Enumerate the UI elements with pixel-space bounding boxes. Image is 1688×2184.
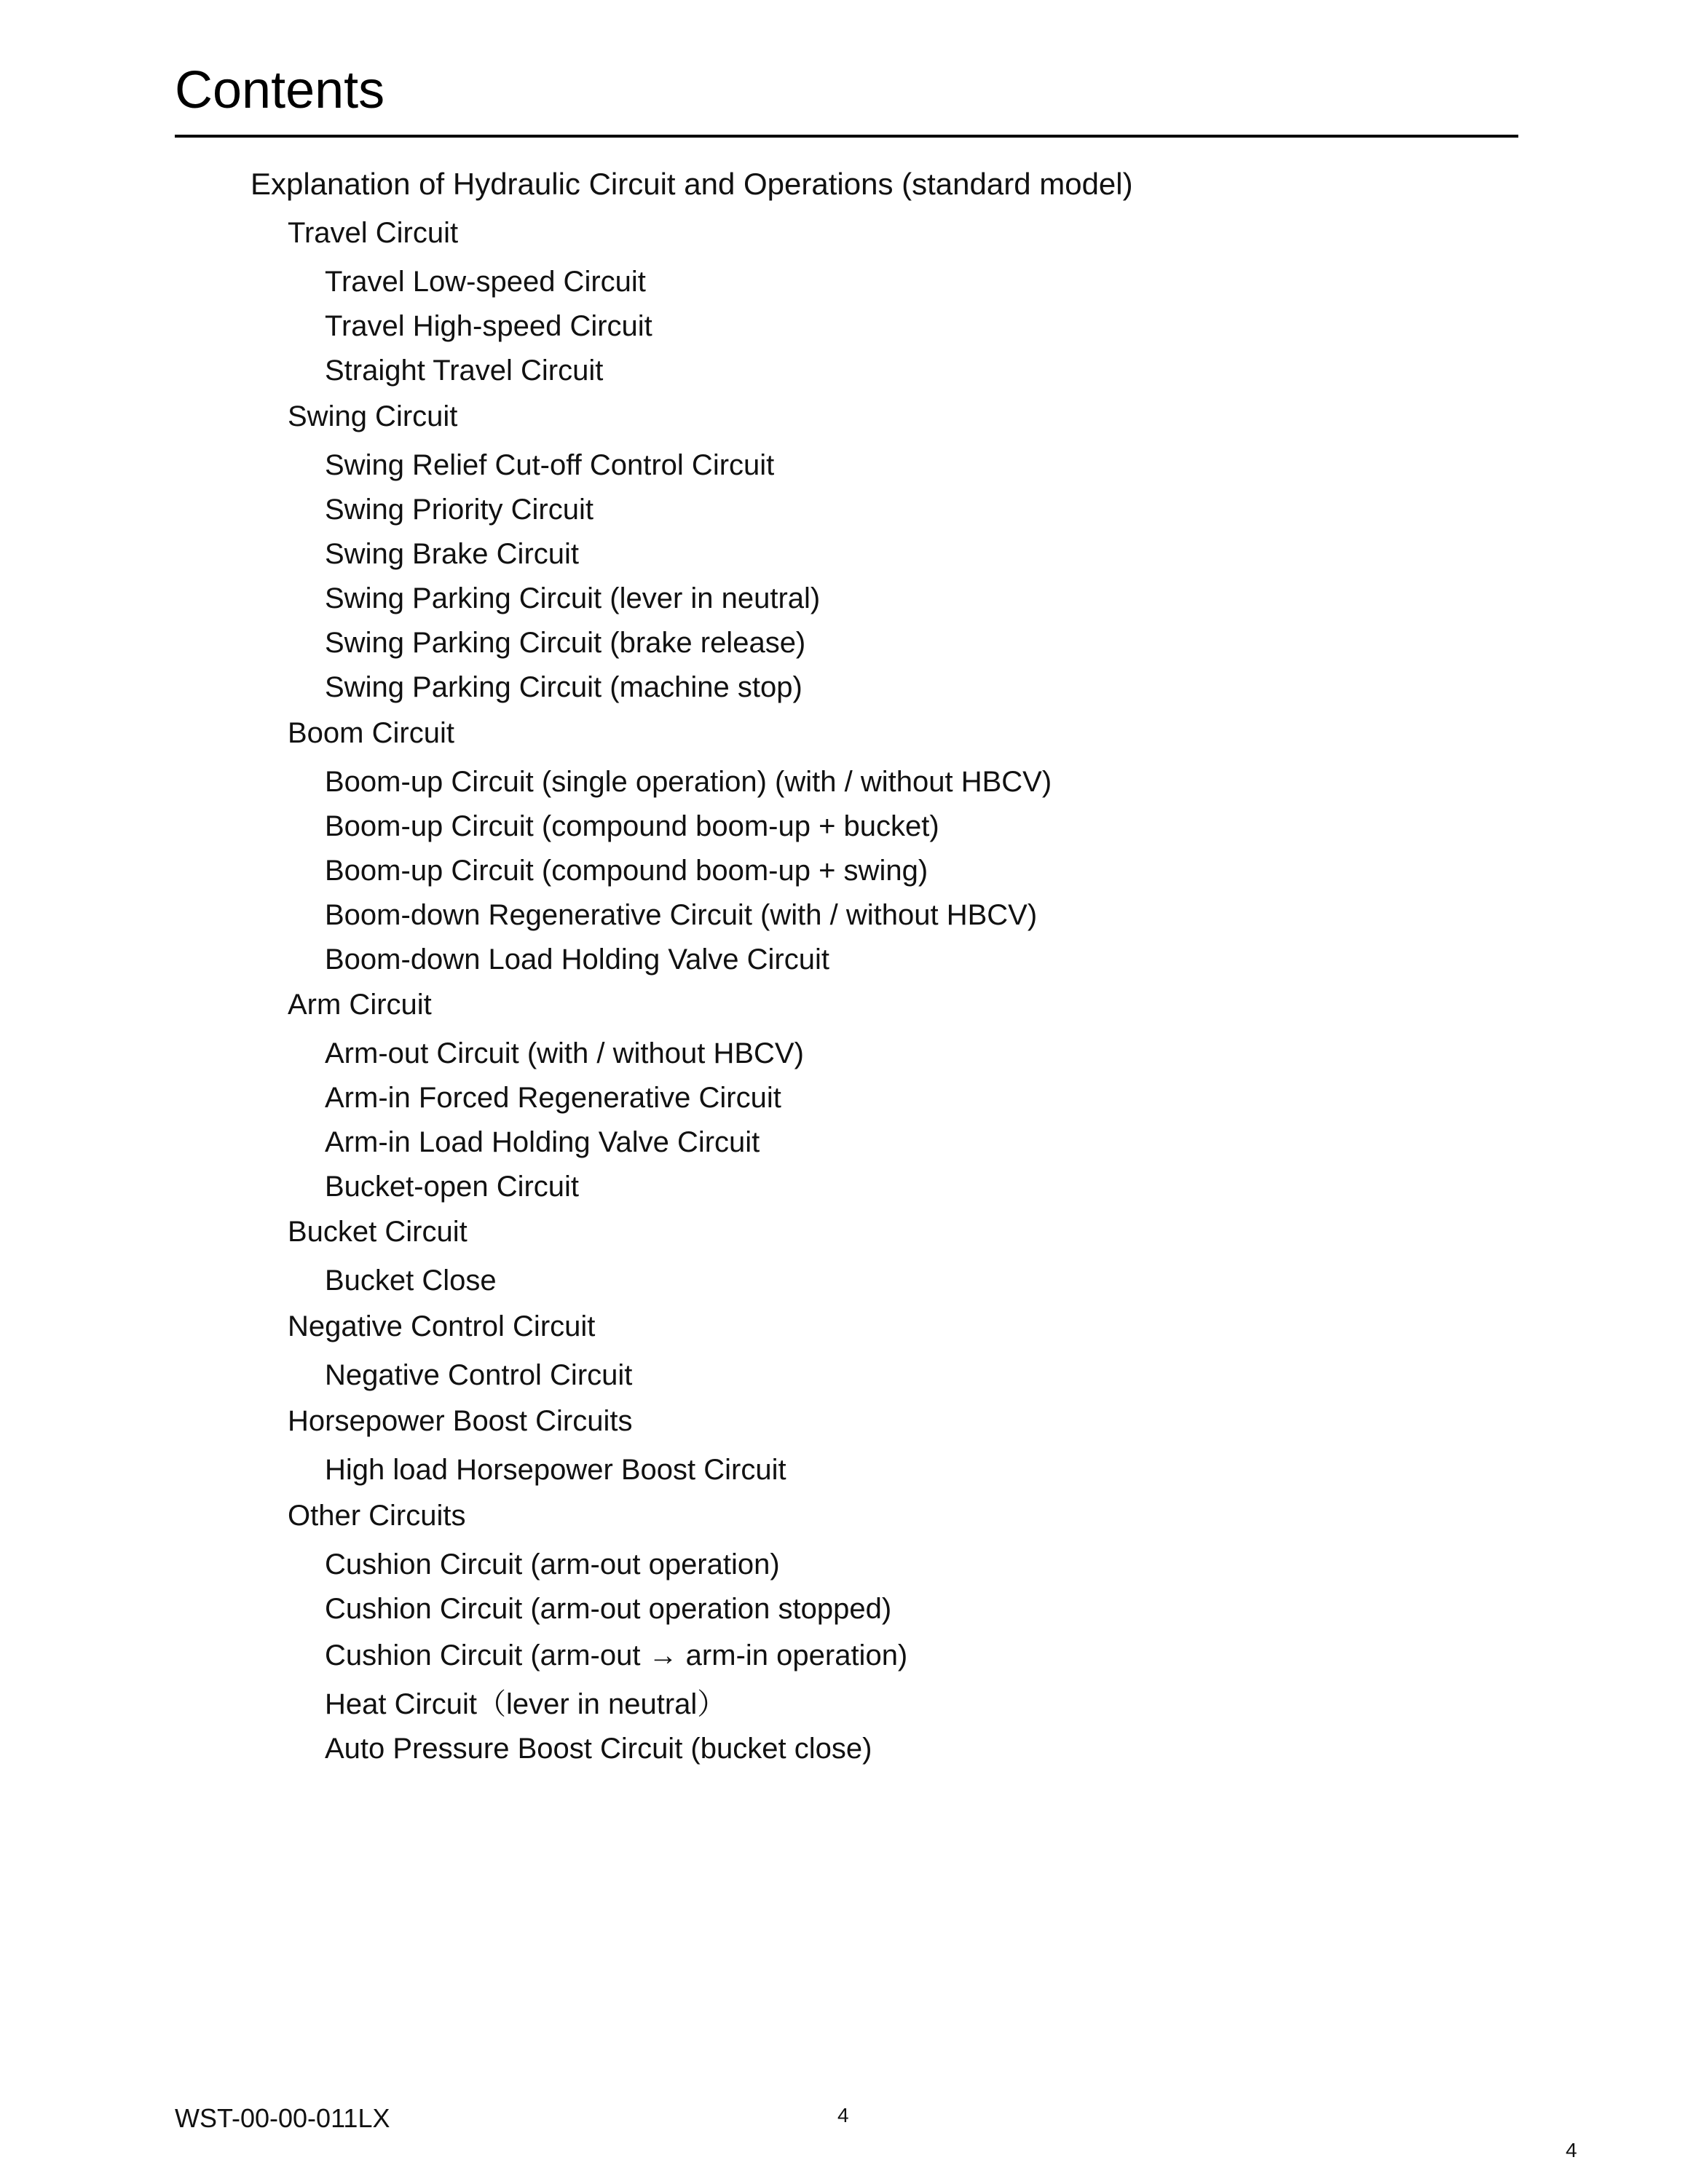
toc-chapter-item[interactable]: Travel Circuit (288, 217, 459, 249)
toc-chapter-item[interactable]: Other Circuits (288, 1500, 466, 1532)
toc-sub-item[interactable]: Boom-down Load Holding Valve Circuit (325, 943, 829, 976)
toc-chapter-item[interactable]: Boom Circuit (288, 717, 454, 749)
toc-sub-item[interactable]: Arm-in Load Holding Valve Circuit (325, 1126, 760, 1158)
toc-chapter-item[interactable]: Horsepower Boost Circuits (288, 1405, 633, 1437)
toc-sub-item[interactable]: Swing Parking Circuit (brake release) (325, 627, 806, 659)
toc-chapter-item[interactable]: Arm Circuit (288, 989, 432, 1021)
toc-chapter-item[interactable]: Swing Circuit (288, 400, 458, 432)
toc-sub-item[interactable]: Swing Priority Circuit (325, 494, 593, 526)
toc-sub-item[interactable]: Bucket-open Circuit (325, 1171, 580, 1203)
toc-sub-item[interactable]: Bucket Close (325, 1265, 497, 1297)
toc-sub-item[interactable]: Cushion Circuit (arm-out operation stopped) (325, 1593, 892, 1625)
toc-sub-item[interactable]: Cushion Circuit (arm-out operation) (325, 1548, 780, 1580)
corner-page-number: 4 (1566, 2139, 1577, 2161)
toc-sub-item[interactable]: Boom-up Circuit (compound boom-up + bucket) (325, 810, 939, 842)
title-divider (175, 135, 1518, 138)
toc-sub-item[interactable]: Swing Relief Cut-off Control Circuit (325, 449, 775, 481)
toc-sub-item[interactable]: Swing Brake Circuit (325, 538, 580, 570)
toc-sub-item[interactable]: Arm-in Forced Regenerative Circuit (325, 1082, 781, 1114)
toc-sub-item[interactable]: Heat Circuit（lever in neutral） (325, 1688, 727, 1720)
toc-sub-item[interactable]: Travel Low-speed Circuit (325, 266, 646, 298)
page-title: Contents (175, 61, 385, 119)
toc-section-heading[interactable]: Explanation of Hydraulic Circuit and Operations (standard model) (251, 167, 1133, 201)
toc-chapter-item[interactable]: Negative Control Circuit (288, 1310, 596, 1342)
toc-sub-item[interactable]: Swing Parking Circuit (lever in neutral) (325, 582, 821, 614)
toc-sub-item[interactable]: Boom-down Regenerative Circuit (with / without HBCV) (325, 899, 1038, 931)
toc-sub-item[interactable]: Boom-up Circuit (compound boom-up + swing) (325, 855, 928, 887)
toc-sub-item[interactable]: Swing Parking Circuit (machine stop) (325, 671, 802, 703)
toc-sub-item[interactable]: Travel High-speed Circuit (325, 310, 652, 342)
toc-sub-item[interactable]: Arm-out Circuit (with / without HBCV) (325, 1037, 804, 1069)
toc-sub-item[interactable]: Auto Pressure Boost Circuit (bucket close) (325, 1733, 872, 1765)
page-number: 4 (837, 2104, 849, 2126)
toc-chapter-item[interactable]: Bucket Circuit (288, 1216, 468, 1248)
toc-sub-item[interactable]: High load Horsepower Boost Circuit (325, 1454, 786, 1486)
toc-sub-item[interactable]: Boom-up Circuit (single operation) (with / without HBCV) (325, 766, 1052, 798)
toc-sub-item[interactable]: Straight Travel Circuit (325, 355, 604, 387)
document-code: WST-00-00-011LX (175, 2103, 390, 2133)
toc-sub-item[interactable]: Negative Control Circuit (325, 1359, 633, 1391)
toc-sub-item[interactable]: Cushion Circuit (arm-out → arm-in operation) (325, 1639, 908, 1671)
